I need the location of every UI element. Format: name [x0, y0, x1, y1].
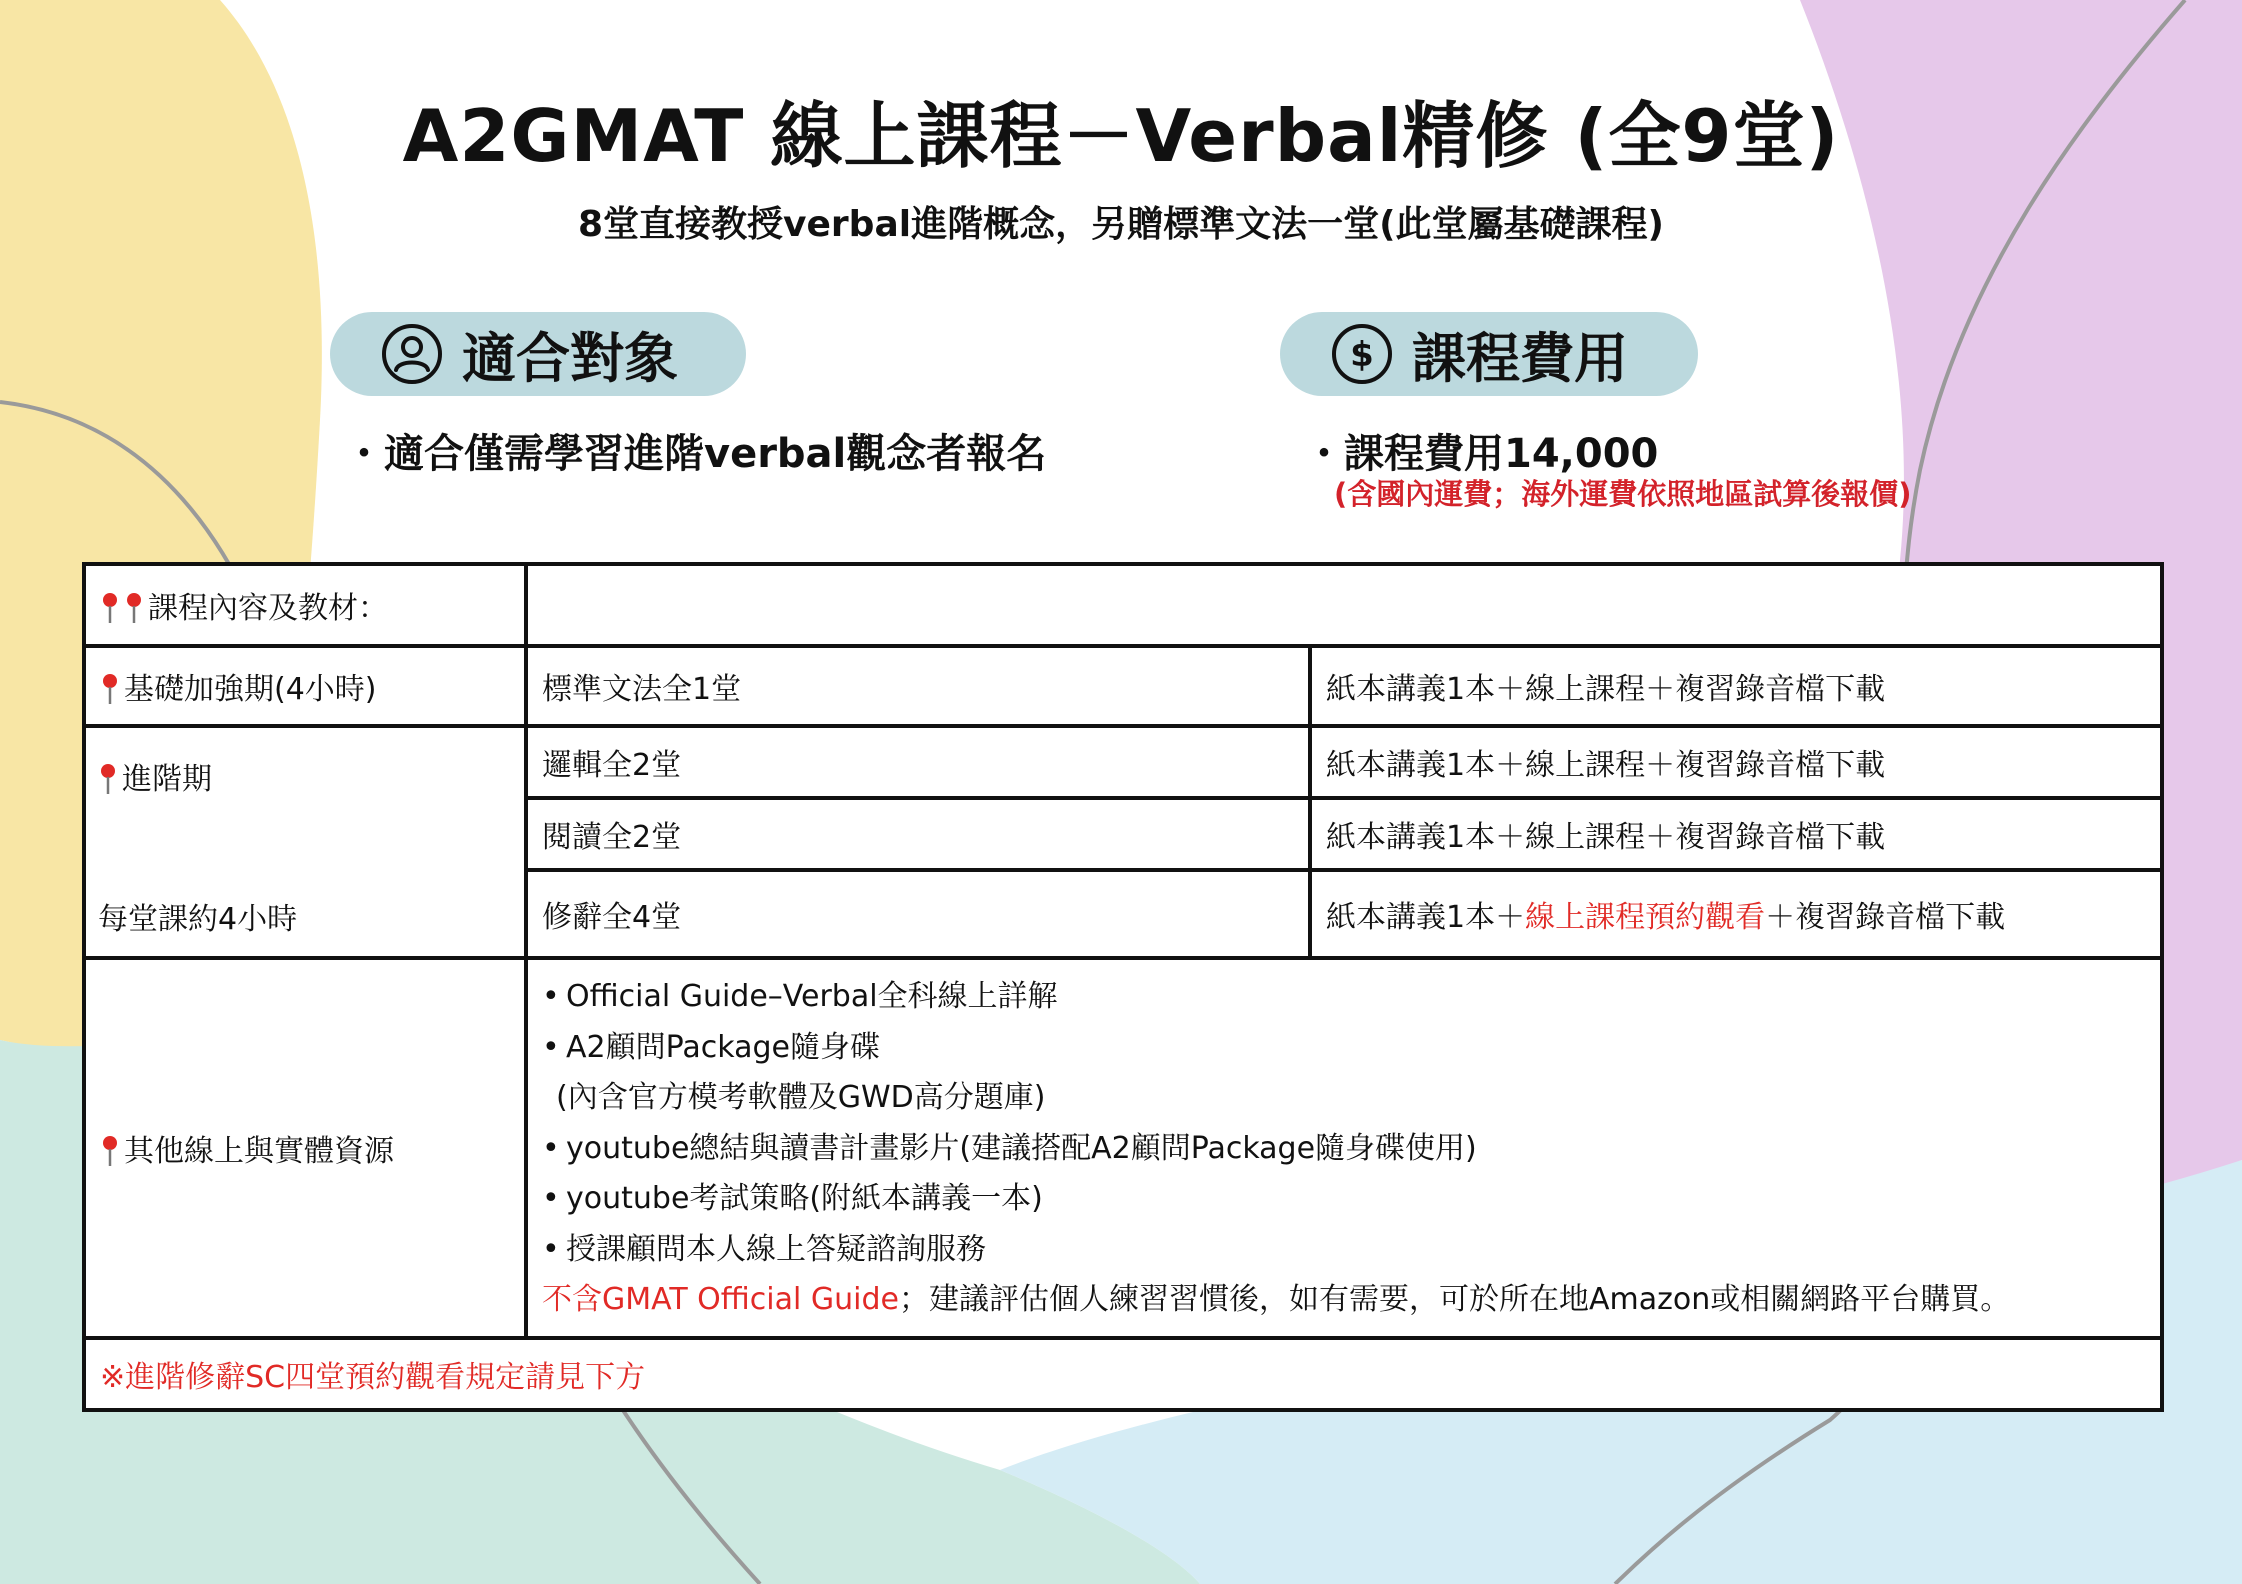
fee-text: ・課程費用14,000: [1304, 431, 1659, 477]
reading-course-cell: 閱讀全2堂: [526, 798, 1310, 870]
reading-materials-cell: 紙本講義1本＋線上課程＋複習錄音檔下載: [1310, 798, 2162, 870]
fee-heading: 課程費用: [1412, 326, 1628, 390]
header-empty-cell: [526, 564, 2162, 646]
advanced-period-cell: [84, 726, 526, 958]
logic-course-cell: 邏輯全2堂: [526, 726, 1310, 798]
list-item: • 授課顧問本人線上答疑諮詢服務: [542, 1225, 2146, 1276]
table-row-logic: [84, 726, 2162, 798]
basic-course-cell: 標準文法全1堂: [526, 646, 1310, 726]
list-item: (內含官方模考軟體及GWD高分題庫): [556, 1080, 1046, 1115]
table-footnote: ※進階修辭SC四堂預約觀看規定請見下方: [84, 1338, 2162, 1410]
user-circle-icon: [380, 322, 444, 386]
list-item: • youtube總結與讀書計畫影片(建議搭配A2顧問Package隨身碟使用): [542, 1124, 2146, 1175]
list-item: • Official Guide–Verbal全科線上詳解: [542, 972, 2146, 1023]
logic-materials-cell: 紙本講義1本＋線上課程＋複習錄音檔下載: [1310, 726, 2162, 798]
rhetoric-materials-cell: [1310, 870, 2162, 958]
pushpin-icon: [100, 592, 120, 624]
resources-list: [542, 960, 2146, 1336]
resources-list-cell: [526, 958, 2162, 1338]
table-row-basic: [84, 646, 2162, 726]
dollar-circle-icon: [1330, 322, 1394, 386]
fee-heading-pill: [1280, 312, 1698, 396]
table-footnote-row: [84, 1338, 2162, 1410]
fee-shipping-note: (含國內運費；海外運費依照地區試算後報價): [1334, 477, 1912, 511]
page-subtitle: 8堂直接教授verbal進階概念，另贈標準文法一堂(此堂屬基礎課程): [578, 204, 1664, 245]
pushpin-icon: [100, 673, 120, 705]
pushpin-icon: [100, 1135, 120, 1167]
basic-materials-cell: 紙本講義1本＋線上課程＋複習錄音檔下載: [1310, 646, 2162, 726]
rhetoric-materials-suffix: ＋複習錄音檔下載: [1765, 900, 2006, 935]
resources-label: 其他線上與實體資源: [124, 1133, 394, 1169]
table-row-resources: [84, 958, 2162, 1338]
basic-period-cell: [84, 646, 526, 726]
page-title: A2GMAT 線上課程－Verbal精修 (全9堂): [402, 94, 1840, 178]
pushpin-icon: [98, 763, 118, 795]
resources-note-rest: ；建議評估個人練習習慣後，如有需要，可於所在地Amazon或相關網路平台購買。: [898, 1282, 2011, 1317]
rhetoric-course-cell: 修辭全4堂: [526, 870, 1310, 958]
resources-note-highlight: 不含GMAT Official Guide: [542, 1282, 899, 1317]
course-contents-header: [84, 564, 526, 646]
resources-label-cell: [84, 958, 526, 1338]
rhetoric-materials-highlight: 線上課程預約觀看: [1525, 900, 1766, 935]
resources-note: [542, 1275, 2146, 1326]
table-header-row: [84, 564, 2162, 646]
advanced-hours-label: 每堂課約4小時: [98, 902, 298, 937]
pushpin-icon: [124, 592, 144, 624]
basic-period-label: 基礎加強期(4小時): [124, 672, 377, 707]
svg-text:$: $: [1350, 335, 1374, 375]
audience-heading-pill: [330, 312, 746, 396]
audience-text: ・適合僅需學習進階verbal觀念者報名: [344, 431, 1047, 477]
course-table: [82, 562, 2164, 1412]
list-item: • A2顧問Package隨身碟: [542, 1023, 2146, 1074]
rhetoric-materials-prefix: 紙本講義1本＋: [1326, 900, 1526, 935]
audience-heading: 適合對象: [462, 326, 678, 390]
advanced-period-label: 進階期: [122, 762, 212, 797]
course-contents-label: 課程內容及教材：: [148, 591, 388, 626]
list-item: • youtube考試策略(附紙本講義一本): [542, 1174, 2146, 1225]
